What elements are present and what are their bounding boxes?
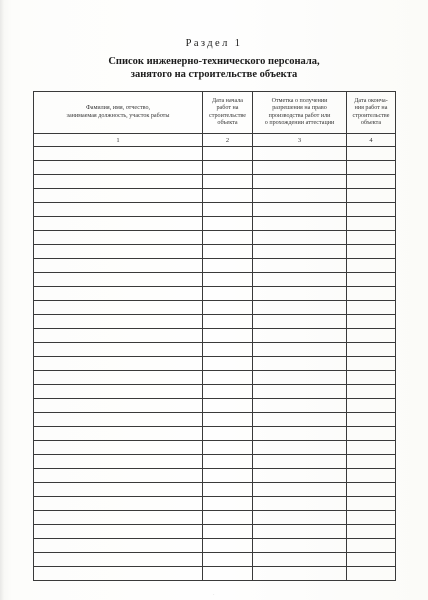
table-cell	[253, 413, 347, 427]
table-cell	[203, 483, 253, 497]
table-cell	[347, 469, 396, 483]
column-number-3: 3	[253, 134, 347, 147]
table-cell	[347, 175, 396, 189]
table-cell	[203, 497, 253, 511]
table-row	[34, 301, 396, 315]
table-cell	[253, 231, 347, 245]
table-cell	[253, 539, 347, 553]
table-row	[34, 483, 396, 497]
table-cell	[203, 245, 253, 259]
table-row	[34, 441, 396, 455]
table-cell	[34, 399, 203, 413]
column-number-2: 2	[203, 134, 253, 147]
table-cell	[253, 469, 347, 483]
table-cell	[253, 343, 347, 357]
table-row	[34, 245, 396, 259]
table-row	[34, 553, 396, 567]
table-cell	[203, 469, 253, 483]
table-cell	[253, 427, 347, 441]
table-cell	[253, 315, 347, 329]
table-row	[34, 189, 396, 203]
table-cell	[34, 287, 203, 301]
table-cell	[34, 329, 203, 343]
table-cell	[34, 245, 203, 259]
column-number-row	[34, 134, 396, 147]
table-cell	[347, 315, 396, 329]
table-cell	[253, 497, 347, 511]
column-number-1: 1	[34, 134, 203, 147]
table-row	[34, 567, 396, 581]
table-cell	[203, 455, 253, 469]
table-cell	[34, 525, 203, 539]
table-cell	[203, 287, 253, 301]
table-cell	[253, 441, 347, 455]
table-cell	[347, 343, 396, 357]
scan-smudge: ·	[213, 593, 215, 598]
table-cell	[347, 259, 396, 273]
table-row	[34, 287, 396, 301]
table-cell	[347, 273, 396, 287]
table-body	[34, 134, 396, 581]
table-row	[34, 455, 396, 469]
table-cell	[253, 399, 347, 413]
table-cell	[253, 287, 347, 301]
table-cell	[203, 147, 253, 161]
table-cell	[34, 455, 203, 469]
table-cell	[34, 175, 203, 189]
table-row	[34, 273, 396, 287]
table-cell	[203, 357, 253, 371]
table-cell	[347, 371, 396, 385]
table-row	[34, 231, 396, 245]
table-cell	[34, 217, 203, 231]
table-cell	[347, 399, 396, 413]
table-cell	[253, 161, 347, 175]
table-cell	[347, 567, 396, 581]
table-cell	[253, 217, 347, 231]
table-row	[34, 539, 396, 553]
table-row	[34, 203, 396, 217]
title-line-2: занятого на строительстве объекта	[130, 69, 298, 80]
table-header-row	[34, 92, 396, 134]
table-row	[34, 371, 396, 385]
table-cell	[253, 175, 347, 189]
table-cell	[253, 371, 347, 385]
table-cell	[347, 147, 396, 161]
table-cell	[203, 329, 253, 343]
table-cell	[347, 455, 396, 469]
table-cell	[34, 259, 203, 273]
table-row	[34, 259, 396, 273]
table-cell	[34, 413, 203, 427]
table-cell	[347, 231, 396, 245]
table-cell	[34, 497, 203, 511]
table-cell	[34, 203, 203, 217]
scan-shadow-edge	[0, 0, 4, 600]
table-cell	[203, 273, 253, 287]
table-cell	[203, 175, 253, 189]
table-cell	[203, 301, 253, 315]
table-row	[34, 343, 396, 357]
header-full-name-position: Фамилия, имя, отчество, занимаемая должность, участок работы	[34, 92, 203, 134]
table-cell	[203, 385, 253, 399]
header-end-date: Дата оконча- ния работ на строительстве объекта	[347, 92, 396, 134]
table-row	[34, 427, 396, 441]
table-cell	[203, 371, 253, 385]
table-cell	[347, 525, 396, 539]
table-cell	[253, 203, 347, 217]
table-cell	[203, 567, 253, 581]
table-cell	[34, 469, 203, 483]
table-cell	[203, 217, 253, 231]
table-cell	[203, 399, 253, 413]
table-cell	[34, 189, 203, 203]
table-cell	[253, 273, 347, 287]
table-row	[34, 357, 396, 371]
table-cell	[34, 343, 203, 357]
table-row	[34, 315, 396, 329]
table-cell	[203, 413, 253, 427]
table-cell	[253, 385, 347, 399]
table-cell	[253, 525, 347, 539]
table-cell	[253, 455, 347, 469]
table-cell	[203, 231, 253, 245]
table-cell	[347, 441, 396, 455]
table-cell	[347, 203, 396, 217]
table-cell	[347, 301, 396, 315]
table-row	[34, 217, 396, 231]
table-cell	[34, 553, 203, 567]
table-row	[34, 147, 396, 161]
table-cell	[34, 441, 203, 455]
table-cell	[34, 539, 203, 553]
table-row	[34, 385, 396, 399]
table-cell	[253, 483, 347, 497]
table-cell	[253, 511, 347, 525]
table-cell	[347, 553, 396, 567]
table-cell	[253, 301, 347, 315]
table-cell	[253, 259, 347, 273]
table-cell	[347, 189, 396, 203]
page-title	[0, 55, 428, 81]
table-cell	[347, 217, 396, 231]
table-cell	[34, 231, 203, 245]
header-start-date: Дата начала работ на строительстве объекта	[203, 92, 253, 134]
table-cell	[203, 553, 253, 567]
table-cell	[347, 245, 396, 259]
table-cell	[34, 567, 203, 581]
table-row	[34, 175, 396, 189]
table-cell	[253, 329, 347, 343]
table-cell	[347, 427, 396, 441]
table-row	[34, 497, 396, 511]
table-cell	[347, 483, 396, 497]
table-cell	[203, 343, 253, 357]
table-row	[34, 413, 396, 427]
table-cell	[347, 511, 396, 525]
table-cell	[34, 273, 203, 287]
table-cell	[203, 203, 253, 217]
table-cell	[253, 245, 347, 259]
table-cell	[34, 161, 203, 175]
title-line-1: Список инженерно-технического персонала,	[108, 56, 320, 67]
section-label: Раздел 1	[185, 38, 243, 49]
table-cell	[34, 371, 203, 385]
table-cell	[34, 147, 203, 161]
table-cell	[347, 539, 396, 553]
table-cell	[203, 525, 253, 539]
table-cell	[253, 189, 347, 203]
table-cell	[347, 413, 396, 427]
table-cell	[253, 147, 347, 161]
table-cell	[203, 315, 253, 329]
table-cell	[253, 553, 347, 567]
personnel-table	[33, 91, 396, 581]
table-cell	[253, 357, 347, 371]
table-cell	[253, 567, 347, 581]
table-cell	[34, 427, 203, 441]
table-cell	[34, 511, 203, 525]
table-row	[34, 161, 396, 175]
table-cell	[203, 441, 253, 455]
table-row	[34, 525, 396, 539]
column-number-4: 4	[347, 134, 396, 147]
table-cell	[203, 189, 253, 203]
table-cell	[203, 259, 253, 273]
table-cell	[34, 385, 203, 399]
table-row	[34, 399, 396, 413]
table-cell	[34, 301, 203, 315]
table-row	[34, 511, 396, 525]
table-cell	[34, 483, 203, 497]
table-cell	[203, 511, 253, 525]
table-cell	[203, 427, 253, 441]
header-permit-mark: Отметка о получении разрешения на право производства работ или о прохождении аттестации	[253, 92, 347, 134]
table-cell	[34, 357, 203, 371]
table-row	[34, 469, 396, 483]
table-cell	[34, 315, 203, 329]
table-cell	[347, 287, 396, 301]
table-cell	[347, 385, 396, 399]
table-cell	[203, 161, 253, 175]
table-cell	[347, 357, 396, 371]
table-cell	[347, 161, 396, 175]
table-cell	[203, 539, 253, 553]
table-cell	[347, 329, 396, 343]
table-cell	[347, 497, 396, 511]
table-row	[34, 329, 396, 343]
